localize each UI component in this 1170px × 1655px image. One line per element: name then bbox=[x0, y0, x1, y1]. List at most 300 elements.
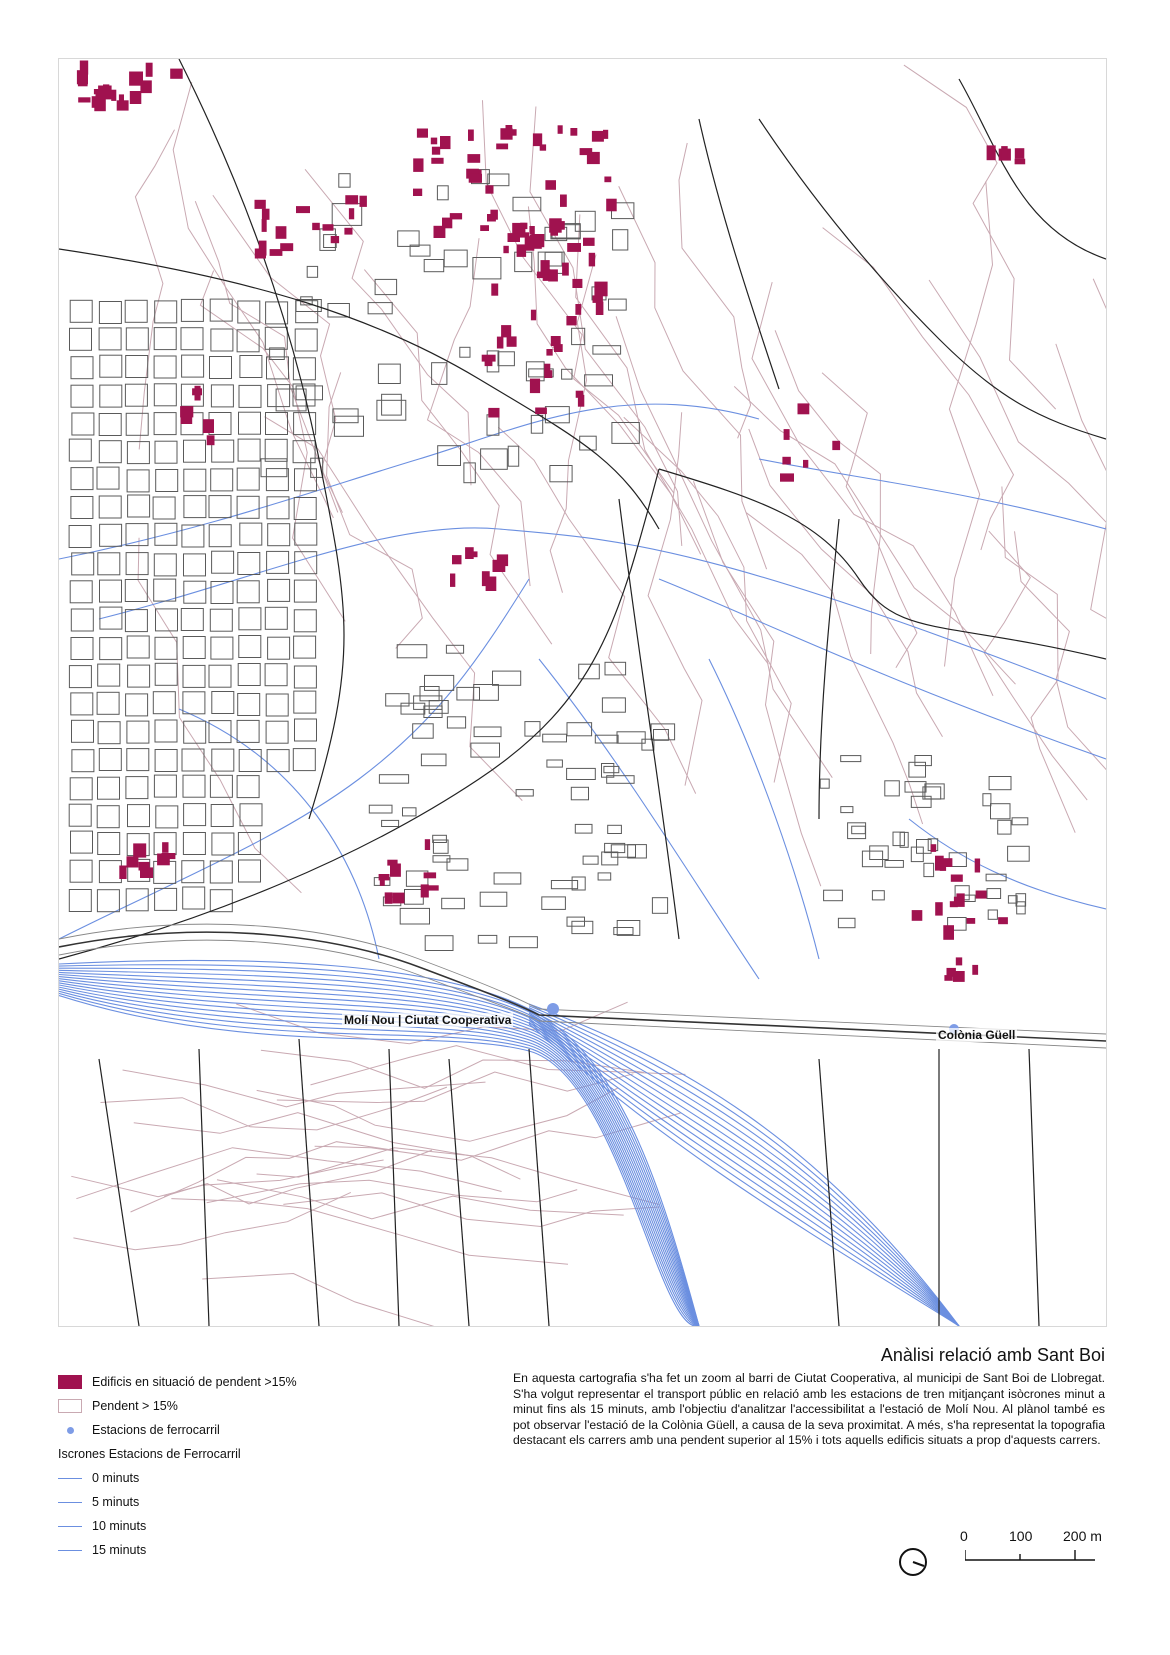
city-block bbox=[493, 671, 521, 685]
building-steep bbox=[452, 555, 462, 564]
street bbox=[759, 119, 1106, 439]
building-steep bbox=[485, 360, 493, 366]
city-block bbox=[183, 637, 205, 659]
city-block bbox=[398, 231, 419, 247]
building-steep bbox=[140, 80, 151, 93]
building-steep bbox=[487, 214, 496, 222]
building-steep bbox=[782, 457, 790, 465]
slope-contour bbox=[823, 228, 1014, 550]
street bbox=[179, 59, 344, 819]
city-block bbox=[824, 890, 843, 901]
city-block bbox=[211, 582, 233, 604]
station-label-colonia-guell: Colònia Güell bbox=[938, 1028, 1016, 1042]
city-block bbox=[72, 720, 94, 742]
city-block bbox=[99, 861, 121, 883]
scale-label-200: 200 m bbox=[1063, 1528, 1102, 1544]
building-steep bbox=[529, 226, 534, 234]
legend-item-buildings bbox=[58, 1370, 388, 1394]
building-steep bbox=[508, 233, 521, 242]
city-block bbox=[238, 694, 260, 716]
street bbox=[619, 499, 679, 939]
city-block bbox=[128, 495, 150, 517]
building-steep bbox=[259, 241, 267, 256]
building-steep bbox=[546, 349, 552, 356]
building-steep bbox=[497, 337, 504, 349]
city-block bbox=[542, 897, 566, 910]
city-block bbox=[71, 831, 93, 853]
building-steep bbox=[956, 893, 964, 907]
city-block bbox=[567, 768, 596, 779]
city-block bbox=[210, 890, 232, 912]
building-steep bbox=[349, 208, 354, 219]
city-block bbox=[498, 352, 514, 366]
city-block bbox=[628, 845, 647, 858]
city-block bbox=[438, 446, 461, 466]
city-block bbox=[265, 607, 287, 629]
slope-contour bbox=[822, 373, 917, 668]
city-block bbox=[154, 579, 176, 601]
city-block bbox=[181, 328, 203, 350]
city-block bbox=[154, 384, 176, 406]
building-steep bbox=[429, 885, 439, 890]
building-steep bbox=[80, 61, 88, 75]
legend-label: 5 minuts bbox=[92, 1495, 140, 1509]
isochrone-line bbox=[709, 659, 819, 959]
city-block bbox=[911, 847, 923, 862]
city-block bbox=[575, 211, 595, 231]
slope-contour bbox=[679, 143, 751, 438]
city-block bbox=[265, 439, 287, 461]
city-block bbox=[397, 645, 427, 658]
isochrone-swatch bbox=[58, 1502, 82, 1503]
map-panel[interactable] bbox=[58, 58, 1107, 1327]
building-steep bbox=[589, 253, 595, 267]
city-block bbox=[70, 860, 92, 882]
city-block bbox=[182, 749, 204, 771]
city-block bbox=[617, 732, 645, 743]
city-block bbox=[460, 347, 470, 357]
city-block bbox=[421, 754, 446, 766]
building-steep bbox=[413, 189, 422, 196]
building-steep bbox=[480, 225, 489, 231]
city-block bbox=[508, 446, 519, 466]
city-block bbox=[838, 918, 855, 927]
building-steep bbox=[572, 279, 582, 288]
city-block bbox=[240, 356, 262, 378]
city-block bbox=[154, 356, 176, 378]
city-block bbox=[987, 889, 1001, 899]
city-block bbox=[98, 664, 120, 686]
city-block bbox=[268, 579, 290, 601]
city-block bbox=[447, 717, 465, 728]
city-block bbox=[212, 440, 234, 462]
slope-contour bbox=[530, 106, 682, 545]
building-steep bbox=[501, 325, 511, 337]
city-block bbox=[893, 832, 904, 846]
city-block bbox=[924, 863, 934, 876]
city-block bbox=[100, 580, 122, 602]
city-block bbox=[382, 394, 402, 415]
city-block bbox=[211, 385, 233, 407]
legend-item-iso-15 bbox=[58, 1538, 388, 1562]
city-block bbox=[480, 892, 507, 906]
building-steep bbox=[162, 842, 168, 853]
city-block bbox=[156, 470, 178, 492]
city-block bbox=[294, 666, 316, 688]
city-block bbox=[126, 777, 148, 799]
city-block bbox=[128, 805, 150, 827]
city-block bbox=[237, 776, 259, 798]
station-marker-moli-nou bbox=[547, 1003, 559, 1015]
building-steep bbox=[323, 224, 334, 231]
building-steep bbox=[255, 200, 266, 209]
city-block bbox=[69, 890, 91, 912]
building-steep bbox=[832, 441, 840, 450]
isochrone-line bbox=[179, 709, 379, 959]
building-steep bbox=[512, 223, 525, 235]
building-steep bbox=[551, 336, 561, 346]
city-block bbox=[379, 775, 408, 784]
street bbox=[59, 469, 659, 959]
city-block bbox=[98, 777, 120, 799]
building-steep bbox=[312, 223, 320, 230]
slope-contour bbox=[984, 531, 1087, 800]
city-block bbox=[1017, 902, 1025, 914]
building-steep bbox=[530, 379, 540, 394]
city-block bbox=[294, 580, 316, 602]
city-block bbox=[128, 665, 150, 687]
city-block bbox=[474, 727, 501, 737]
building-steep bbox=[157, 854, 170, 866]
building-steep bbox=[467, 154, 480, 163]
street bbox=[1029, 1049, 1039, 1326]
building-steep bbox=[425, 839, 430, 850]
city-block bbox=[378, 364, 400, 383]
street bbox=[449, 1059, 469, 1326]
building-steep bbox=[576, 391, 584, 398]
building-steep bbox=[987, 145, 996, 160]
legend-label: 10 minuts bbox=[92, 1519, 147, 1533]
slope-contour bbox=[1093, 279, 1106, 666]
city-block bbox=[153, 497, 175, 519]
building-steep bbox=[562, 263, 569, 276]
building-steep bbox=[127, 856, 139, 867]
building-steep bbox=[956, 957, 962, 965]
building-steep bbox=[385, 892, 393, 903]
scale-label-100: 100 bbox=[1009, 1528, 1033, 1544]
city-block bbox=[567, 723, 592, 736]
building-steep bbox=[560, 195, 567, 207]
city-block bbox=[71, 468, 93, 490]
city-block bbox=[870, 846, 889, 860]
building-steep bbox=[345, 195, 358, 204]
street bbox=[959, 79, 1106, 259]
city-block bbox=[97, 467, 119, 489]
isochrone-swatch bbox=[58, 1478, 82, 1479]
city-block bbox=[212, 551, 234, 573]
city-block bbox=[295, 469, 317, 491]
building-steep bbox=[998, 917, 1008, 924]
city-block bbox=[991, 804, 1011, 819]
building-steep bbox=[953, 971, 965, 982]
building-steep bbox=[517, 244, 527, 257]
isochrone-line bbox=[529, 1024, 959, 1326]
isochrone-line bbox=[59, 991, 699, 1326]
street bbox=[389, 1049, 399, 1326]
city-block bbox=[212, 833, 234, 855]
city-block bbox=[99, 414, 121, 436]
city-block bbox=[98, 833, 120, 855]
slope-contour bbox=[482, 100, 673, 493]
building-steep bbox=[413, 158, 423, 172]
building-steep bbox=[606, 199, 617, 212]
city-block bbox=[998, 820, 1011, 834]
city-block bbox=[611, 845, 635, 857]
city-block bbox=[550, 466, 572, 482]
city-block bbox=[126, 328, 148, 350]
city-block bbox=[424, 260, 444, 272]
building-steep bbox=[331, 236, 339, 243]
building-steep bbox=[111, 90, 116, 101]
building-steep bbox=[544, 364, 550, 371]
isochrone-line bbox=[59, 987, 699, 1326]
city-block bbox=[442, 898, 465, 908]
city-block bbox=[237, 496, 259, 518]
city-block bbox=[614, 928, 633, 935]
city-block bbox=[488, 174, 509, 186]
isochrone-line bbox=[59, 985, 699, 1326]
legend-isochrone-heading: Iscrones Estacions de Ferrocarril bbox=[58, 1447, 241, 1461]
city-block bbox=[572, 877, 585, 890]
scale-label-0: 0 bbox=[960, 1528, 968, 1544]
city-block bbox=[99, 496, 121, 518]
city-block bbox=[127, 636, 149, 658]
city-block bbox=[239, 860, 261, 882]
city-block bbox=[989, 777, 1011, 790]
building-steep bbox=[912, 910, 923, 921]
city-block bbox=[155, 441, 177, 463]
building-steep bbox=[262, 219, 267, 232]
building-steep bbox=[344, 228, 352, 235]
city-block bbox=[154, 554, 176, 576]
city-block bbox=[473, 258, 501, 279]
city-block bbox=[182, 355, 204, 377]
building-steep bbox=[1001, 146, 1008, 160]
city-block bbox=[210, 609, 232, 631]
city-block bbox=[183, 887, 205, 909]
city-block bbox=[72, 750, 94, 772]
city-block bbox=[295, 719, 317, 741]
city-block bbox=[210, 299, 232, 321]
city-block bbox=[872, 891, 884, 900]
city-block bbox=[1008, 846, 1030, 861]
city-block bbox=[182, 861, 204, 883]
city-block bbox=[237, 581, 259, 603]
city-block bbox=[125, 610, 147, 632]
city-block bbox=[265, 664, 287, 686]
city-block bbox=[575, 824, 592, 833]
building-steep bbox=[594, 282, 607, 297]
city-block bbox=[579, 664, 600, 679]
building-steep bbox=[604, 177, 611, 183]
building-steep bbox=[493, 560, 506, 572]
city-block bbox=[332, 204, 362, 226]
building-steep bbox=[558, 125, 563, 134]
isochrone-swatch bbox=[58, 1526, 82, 1527]
city-block bbox=[571, 787, 588, 800]
city-block bbox=[184, 469, 206, 491]
legend-item-iso-10 bbox=[58, 1514, 388, 1538]
city-block bbox=[652, 898, 667, 914]
scale-bar bbox=[960, 1528, 1105, 1568]
building-steep bbox=[203, 419, 214, 433]
building-steep bbox=[431, 158, 443, 164]
city-block bbox=[433, 840, 448, 853]
station-label-moli-nou: Molí Nou | Ciutat Cooperativa bbox=[344, 1013, 512, 1027]
scale-bar-graphic bbox=[965, 1528, 1105, 1568]
city-block bbox=[99, 749, 121, 771]
isochrone-swatch bbox=[58, 1550, 82, 1551]
city-block bbox=[609, 299, 627, 310]
city-block bbox=[848, 823, 866, 839]
city-block bbox=[126, 413, 148, 435]
slope-contour bbox=[528, 206, 700, 554]
city-block bbox=[551, 881, 577, 889]
building-steep bbox=[972, 965, 978, 975]
city-block bbox=[72, 413, 94, 435]
city-block bbox=[266, 469, 288, 491]
legend-item-slope bbox=[58, 1394, 388, 1418]
city-block bbox=[266, 694, 288, 716]
city-block bbox=[183, 775, 205, 797]
city-block bbox=[156, 806, 178, 828]
legend-item-iso-0 bbox=[58, 1466, 388, 1490]
building-steep bbox=[951, 875, 963, 882]
city-block bbox=[98, 553, 120, 575]
isochrone-line bbox=[59, 404, 759, 559]
street bbox=[199, 1049, 209, 1326]
building-steep bbox=[503, 246, 508, 253]
city-block bbox=[457, 687, 480, 700]
city-block bbox=[210, 775, 232, 797]
city-block bbox=[239, 636, 261, 658]
street bbox=[99, 1059, 139, 1326]
building-steep bbox=[544, 370, 552, 378]
city-block bbox=[154, 775, 176, 797]
building-steep bbox=[270, 249, 283, 256]
building-steep bbox=[133, 843, 146, 857]
city-block bbox=[403, 808, 417, 816]
city-block bbox=[211, 805, 233, 827]
city-block bbox=[239, 608, 261, 630]
city-block bbox=[295, 523, 317, 545]
city-block bbox=[294, 636, 316, 658]
building-steep bbox=[119, 866, 126, 880]
building-steep bbox=[580, 148, 593, 155]
building-steep bbox=[548, 269, 558, 281]
isochrone-line bbox=[59, 579, 529, 939]
city-block bbox=[602, 764, 614, 778]
building-steep bbox=[465, 547, 474, 559]
isochrone-line bbox=[59, 981, 699, 1326]
city-block bbox=[494, 873, 521, 884]
city-block bbox=[915, 756, 932, 766]
city-block bbox=[296, 386, 322, 400]
city-block bbox=[126, 694, 148, 716]
building-steep bbox=[1015, 148, 1025, 159]
building-steep bbox=[496, 144, 508, 150]
building-steep bbox=[207, 435, 215, 445]
city-block bbox=[99, 328, 121, 350]
city-block bbox=[155, 888, 177, 910]
street bbox=[819, 519, 839, 819]
city-block bbox=[437, 186, 448, 200]
city-block bbox=[155, 637, 177, 659]
building-steep bbox=[440, 136, 451, 149]
building-steep bbox=[545, 180, 556, 190]
building-steep bbox=[549, 218, 562, 232]
building-steep bbox=[192, 388, 202, 395]
city-block bbox=[237, 720, 259, 742]
building-steep bbox=[798, 403, 810, 414]
city-block bbox=[885, 861, 903, 868]
building-steep bbox=[117, 100, 129, 110]
city-block bbox=[71, 609, 93, 631]
building-steep bbox=[935, 902, 943, 915]
city-block bbox=[820, 779, 829, 788]
city-block bbox=[211, 329, 233, 351]
city-block bbox=[339, 174, 350, 188]
slope-contour bbox=[138, 538, 301, 893]
city-block bbox=[155, 720, 177, 742]
building-steep bbox=[424, 872, 437, 878]
city-block bbox=[293, 358, 315, 380]
city-block bbox=[294, 691, 316, 713]
building-steep bbox=[262, 209, 270, 220]
city-block bbox=[585, 375, 613, 386]
city-block bbox=[209, 721, 231, 743]
city-block bbox=[184, 721, 206, 743]
city-block bbox=[471, 743, 500, 757]
building-steep bbox=[78, 80, 88, 86]
building-steep bbox=[468, 130, 474, 141]
city-block bbox=[99, 302, 121, 324]
city-block bbox=[184, 440, 206, 462]
building-steep bbox=[540, 144, 546, 150]
building-steep bbox=[450, 213, 462, 219]
city-block bbox=[547, 760, 563, 767]
slope-contour bbox=[217, 1180, 624, 1219]
city-block bbox=[71, 385, 93, 407]
city-block bbox=[988, 910, 997, 919]
slope-contour bbox=[202, 1274, 589, 1327]
building-steep bbox=[432, 147, 440, 155]
building-steep bbox=[146, 63, 153, 77]
city-block bbox=[613, 230, 628, 250]
city-block bbox=[69, 439, 91, 461]
isochrone-line bbox=[529, 1017, 959, 1326]
city-block bbox=[98, 722, 120, 744]
city-block bbox=[209, 525, 231, 547]
city-block bbox=[604, 766, 619, 772]
city-block bbox=[99, 441, 121, 463]
building-steep bbox=[975, 859, 980, 873]
city-block bbox=[509, 937, 537, 948]
city-block bbox=[97, 806, 119, 828]
city-block bbox=[474, 685, 499, 701]
city-block bbox=[239, 750, 261, 772]
slope-contour bbox=[929, 280, 1106, 643]
